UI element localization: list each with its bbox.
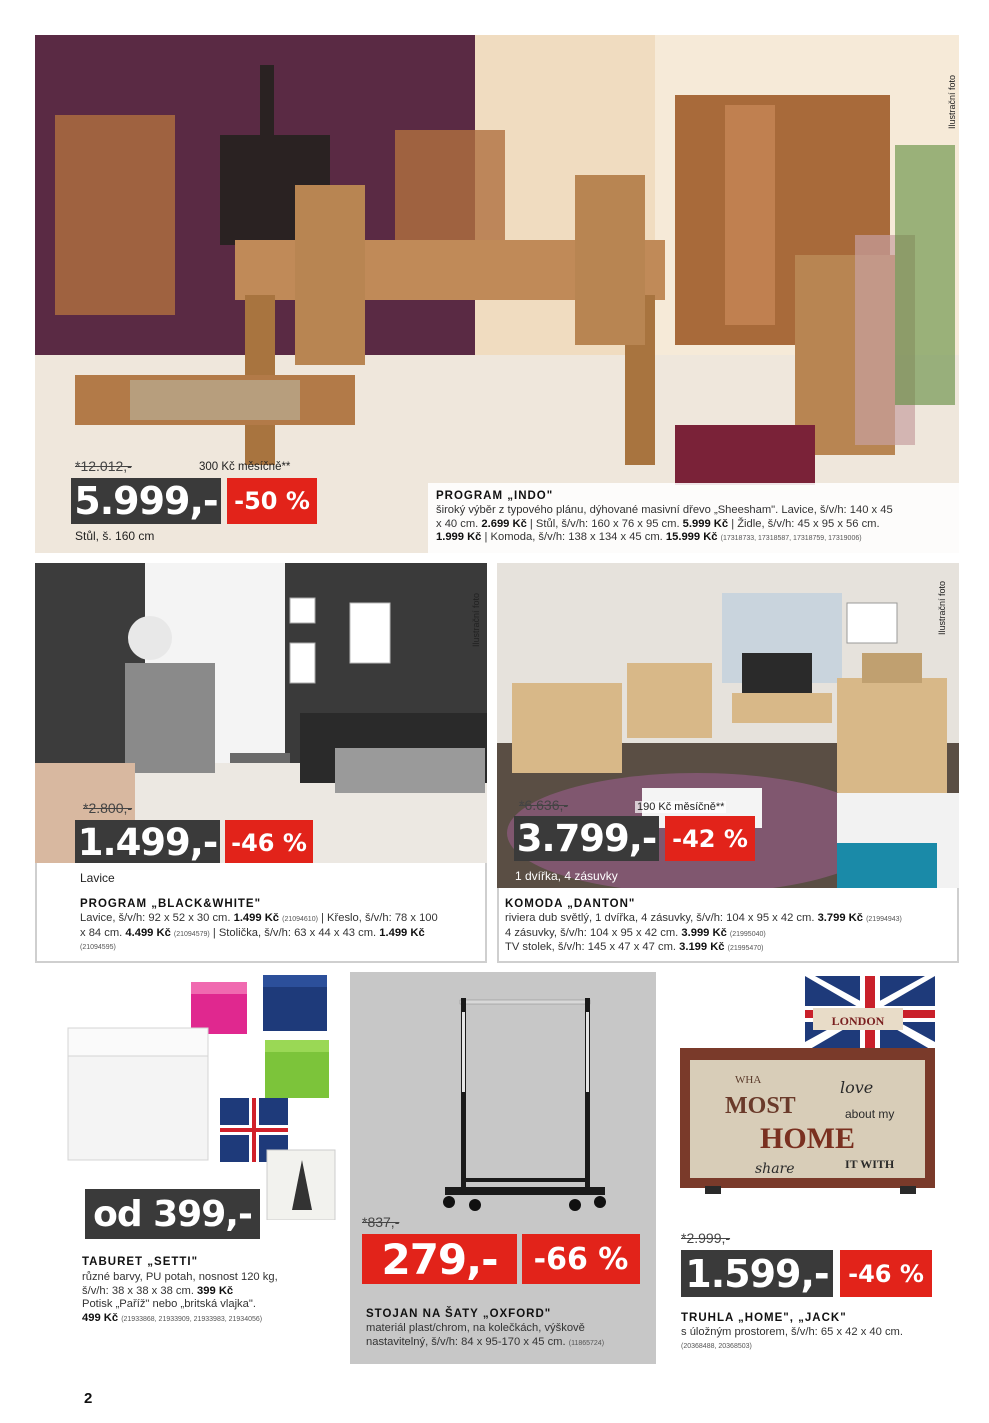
bw-panel <box>35 563 487 863</box>
most-print: MOST <box>725 1093 796 1119</box>
illustration-note: Ilustrační foto <box>947 75 957 130</box>
desc-line: různé barvy, PU potah, nosnost 120 kg, <box>82 1271 278 1283</box>
danton-info-border <box>497 888 959 963</box>
old-price: *6.636,- <box>519 797 569 813</box>
price-tag: 1.599,- <box>681 1250 833 1297</box>
indo-panel <box>35 35 959 553</box>
share-print: share <box>755 1161 795 1177</box>
desc-line: Lavice, š/v/h: 92 x 52 x 30 cm. 1.499 Kč (21094610) | Křeslo, š/v/h: 78 x 100 <box>80 912 438 924</box>
page-number: 2 <box>84 1390 93 1407</box>
price-tag: 1.499,- <box>75 820 220 863</box>
product-description <box>82 1271 342 1326</box>
desc-line: x 40 cm. 2.699 Kč | Stůl, š/v/h: 160 x 76 x 95 cm. 5.999 Kč | Židle, š/v/h: 45 x 95 x 56 cm. <box>436 517 880 530</box>
desc-line: široký výběr z typového plánu, dýhované masivní dřevo „Sheesham". Lavice, š/v/h: 140 x 45 <box>436 504 893 516</box>
monthly-payment: 300 Kč měsíčně** <box>199 461 291 473</box>
desc-line: materiál plast/chrom, na kolečkách, výškově <box>366 1322 585 1334</box>
discount-badge: -46 % <box>840 1250 932 1297</box>
desc-line: nastavitelný, š/v/h: 84 x 95-170 x 45 cm. (11865724) <box>366 1335 605 1348</box>
desc-line: š/v/h: 38 x 38 x 38 cm. 399 Kč <box>82 1284 234 1297</box>
desc-line: 499 Kč (21933868, 21933909, 21933983, 21934056) <box>82 1311 263 1324</box>
desc-line: (21094595) <box>80 944 116 951</box>
monthly-payment: 190 Kč měsíčně** <box>637 801 725 813</box>
about-print: about my <box>845 1107 895 1121</box>
price-tag: 3.799,- <box>514 816 659 861</box>
product-title: PROGRAM „BLACK&WHITE" <box>80 898 262 910</box>
desc-line: riviera dub světlý, 1 dvířka, 4 zásuvky, š/v/h: 104 x 95 x 42 cm. 3.799 Kč (21994943) <box>505 912 902 924</box>
desc-line: TV stolek, š/v/h: 145 x 47 x 47 cm. 3.199 Kč (21995470) <box>505 941 764 953</box>
desc-line: s úložným prostorem, š/v/h: 65 x 42 x 40 cm. <box>681 1326 903 1338</box>
illustration-note: Ilustrační foto <box>471 593 481 648</box>
old-price: *12.012,- <box>75 458 132 474</box>
product-title: STOJAN NA ŠATY „OXFORD" <box>366 1308 552 1320</box>
desc-line: x 84 cm. 4.499 Kč (21094579) | Stolička, š/v/h: 63 x 44 x 43 cm. 1.499 Kč <box>80 926 425 939</box>
discount-badge: -46 % <box>225 820 313 863</box>
product-description <box>436 504 956 546</box>
old-price: *2.999,- <box>681 1230 731 1246</box>
truhla-photo <box>675 968 955 1200</box>
desc-line: Potisk „Paříž" nebo „britská vlajka". <box>82 1298 256 1310</box>
desc-line: (20368488, 20368503) <box>681 1342 752 1350</box>
danton-panel <box>497 563 959 888</box>
indo-photo <box>35 35 959 553</box>
product-title: PROGRAM „INDO" <box>436 490 554 502</box>
oxford-panel <box>350 972 656 1364</box>
price-tag: 5.999,- <box>71 478 221 524</box>
wha-print: WHA <box>735 1074 762 1086</box>
sub-label: Stůl, š. 160 cm <box>75 529 155 543</box>
price-tag: 279,- <box>362 1234 517 1284</box>
desc-line: 1.999 Kč | Komoda, š/v/h: 138 x 134 x 45 cm. 15.999 Kč (17318733, 17318587, 17318759, 17319006) <box>436 531 862 543</box>
product-title: KOMODA „DANTON" <box>505 898 636 910</box>
old-price: *2.800,- <box>83 800 133 816</box>
illustration-note: Ilustrační foto <box>937 581 947 636</box>
itwith-print: IT WITH <box>845 1157 895 1171</box>
sub-label: Lavice <box>80 871 115 885</box>
home-print: HOME <box>760 1122 855 1155</box>
discount-badge: -42 % <box>665 816 755 861</box>
product-description <box>366 1322 656 1350</box>
price-tag: od 399,- <box>85 1189 260 1239</box>
oxford-rack-photo <box>435 992 610 1222</box>
desc-line: 4 zásuvky, š/v/h: 104 x 95 x 42 cm. 3.999 Kč (21995040) <box>505 926 766 939</box>
product-description <box>681 1326 961 1353</box>
london-print: LONDON <box>831 1014 885 1028</box>
discount-badge: -66 % <box>522 1234 640 1284</box>
bw-photo <box>35 563 487 863</box>
setti-photo <box>60 970 350 1220</box>
old-price: *837,- <box>362 1214 400 1230</box>
love-print: love <box>840 1078 874 1097</box>
product-title: TABURET „SETTI" <box>82 1256 199 1268</box>
discount-badge: -50 % <box>227 478 317 524</box>
sub-label: 1 dvířka, 4 zásuvky <box>515 869 618 883</box>
product-title: TRUHLA „HOME", „JACK" <box>681 1312 847 1324</box>
bw-info-border <box>35 863 487 963</box>
